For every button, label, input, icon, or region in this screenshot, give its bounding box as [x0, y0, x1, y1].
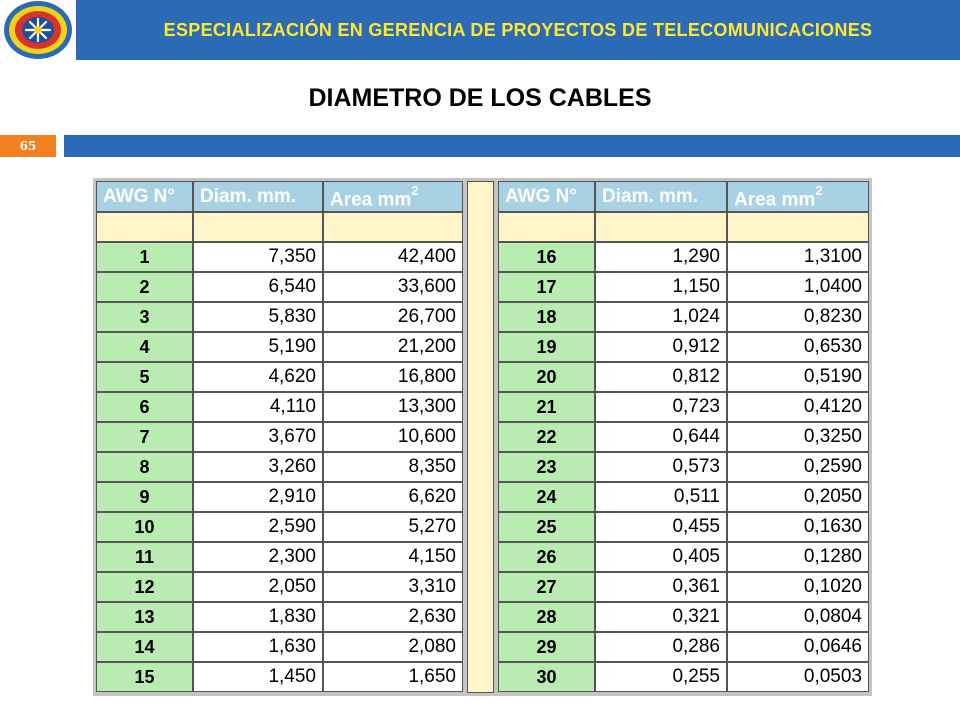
header-area-right [727, 181, 869, 212]
awg-cell: 17 [498, 272, 595, 302]
awg-cell: 9 [96, 482, 193, 512]
area-cell: 0,0646 [727, 632, 869, 662]
awg-cell: 23 [498, 452, 595, 482]
awg-cell: 21 [498, 392, 595, 422]
area-cell: 6,620 [323, 482, 463, 512]
diam-cell: 5,830 [193, 302, 323, 332]
diam-cell: 1,830 [193, 602, 323, 632]
awg-cell: 26 [498, 542, 595, 572]
diam-cell: 1,024 [595, 302, 727, 332]
diam-cell: 4,110 [193, 392, 323, 422]
area-cell: 2,080 [323, 632, 463, 662]
diam-cell: 3,260 [193, 452, 323, 482]
area-cell: 0,1020 [727, 572, 869, 602]
area-cell: 0,0503 [727, 662, 869, 692]
awg-cell: 30 [498, 662, 595, 692]
area-cell: 0,5190 [727, 362, 869, 392]
area-cell: 0,2050 [727, 482, 869, 512]
blank-cell [595, 212, 727, 242]
awg-cell: 4 [96, 332, 193, 362]
awg-cell: 6 [96, 392, 193, 422]
diam-cell: 0,405 [595, 542, 727, 572]
diam-cell: 0,321 [595, 602, 727, 632]
area-cell: 13,300 [323, 392, 463, 422]
diam-cell: 1,150 [595, 272, 727, 302]
diam-cell: 0,573 [595, 452, 727, 482]
header-awg-right: AWG N° [498, 181, 595, 212]
table-spacer-column [467, 181, 494, 693]
awg-cell: 10 [96, 512, 193, 542]
slide-number: 65 [0, 135, 56, 157]
area-cell: 42,400 [323, 242, 463, 272]
area-cell: 2,630 [323, 602, 463, 632]
awg-cell: 19 [498, 332, 595, 362]
university-seal-logo [2, 0, 74, 60]
area-cell: 0,3250 [727, 422, 869, 452]
awg-cell: 11 [96, 542, 193, 572]
area-cell: 0,1280 [727, 542, 869, 572]
header-area-right-exp: 2 [815, 183, 823, 198]
diam-cell: 1,290 [595, 242, 727, 272]
diam-cell: 0,455 [595, 512, 727, 542]
diam-cell: 2,590 [193, 512, 323, 542]
area-cell: 3,310 [323, 572, 463, 602]
awg-cell: 14 [96, 632, 193, 662]
diam-cell: 1,630 [193, 632, 323, 662]
blank-cell [323, 212, 463, 242]
awg-cell: 24 [498, 482, 595, 512]
awg-cell: 15 [96, 662, 193, 692]
awg-cell: 25 [498, 512, 595, 542]
blank-cell [193, 212, 323, 242]
slide-number-bar [64, 135, 960, 157]
awg-cell: 8 [96, 452, 193, 482]
header-area-left-exp: 2 [411, 183, 419, 198]
diam-cell: 4,620 [193, 362, 323, 392]
seal-emblem-icon [4, 1, 72, 59]
area-cell: 8,350 [323, 452, 463, 482]
area-cell: 0,4120 [727, 392, 869, 422]
area-cell: 21,200 [323, 332, 463, 362]
awg-cell: 29 [498, 632, 595, 662]
diam-cell: 0,812 [595, 362, 727, 392]
diam-cell: 5,190 [193, 332, 323, 362]
awg-cell: 27 [498, 572, 595, 602]
area-cell: 4,150 [323, 542, 463, 572]
area-cell: 16,800 [323, 362, 463, 392]
diam-cell: 0,255 [595, 662, 727, 692]
awg-cable-table [93, 178, 872, 696]
area-cell: 0,0804 [727, 602, 869, 632]
awg-cell: 3 [96, 302, 193, 332]
diam-cell: 1,450 [193, 662, 323, 692]
awg-cell: 18 [498, 302, 595, 332]
awg-cell: 5 [96, 362, 193, 392]
header-area-right-label: Area mm [734, 189, 816, 211]
diam-cell: 0,644 [595, 422, 727, 452]
diam-cell: 0,723 [595, 392, 727, 422]
awg-cell: 1 [96, 242, 193, 272]
area-cell: 1,3100 [727, 242, 869, 272]
awg-cell: 28 [498, 602, 595, 632]
diam-cell: 0,912 [595, 332, 727, 362]
area-cell: 10,600 [323, 422, 463, 452]
area-cell: 26,700 [323, 302, 463, 332]
header-area-left [323, 181, 463, 212]
header-bar [76, 0, 960, 60]
header-awg-left: AWG N° [96, 181, 193, 212]
diam-cell: 6,540 [193, 272, 323, 302]
diam-cell: 0,511 [595, 482, 727, 512]
diam-cell: 0,286 [595, 632, 727, 662]
diam-cell: 3,670 [193, 422, 323, 452]
diam-cell: 2,910 [193, 482, 323, 512]
area-cell: 0,1630 [727, 512, 869, 542]
area-cell: 0,8230 [727, 302, 869, 332]
header-title: ESPECIALIZACIÓN EN GERENCIA DE PROYECTOS DE TELECOMUNICACIONES [163, 19, 873, 40]
blank-cell [727, 212, 869, 242]
area-cell: 33,600 [323, 272, 463, 302]
awg-cell: 16 [498, 242, 595, 272]
blank-cell [498, 212, 595, 242]
awg-cell: 20 [498, 362, 595, 392]
diam-cell: 2,300 [193, 542, 323, 572]
page-title: DIAMETRO DE LOS CABLES [308, 84, 652, 112]
awg-cell: 22 [498, 422, 595, 452]
awg-cell: 13 [96, 602, 193, 632]
awg-cell: 12 [96, 572, 193, 602]
diam-cell: 7,350 [193, 242, 323, 272]
header-diam-left: Diam. mm. [193, 181, 323, 212]
awg-cell: 2 [96, 272, 193, 302]
diam-cell: 0,361 [595, 572, 727, 602]
area-cell: 0,6530 [727, 332, 869, 362]
header-diam-right: Diam. mm. [595, 181, 727, 212]
diam-cell: 2,050 [193, 572, 323, 602]
area-cell: 1,0400 [727, 272, 869, 302]
area-cell: 5,270 [323, 512, 463, 542]
blank-cell [96, 212, 193, 242]
area-cell: 0,2590 [727, 452, 869, 482]
area-cell: 1,650 [323, 662, 463, 692]
header-area-left-label: Area mm [330, 189, 412, 211]
awg-cell: 7 [96, 422, 193, 452]
